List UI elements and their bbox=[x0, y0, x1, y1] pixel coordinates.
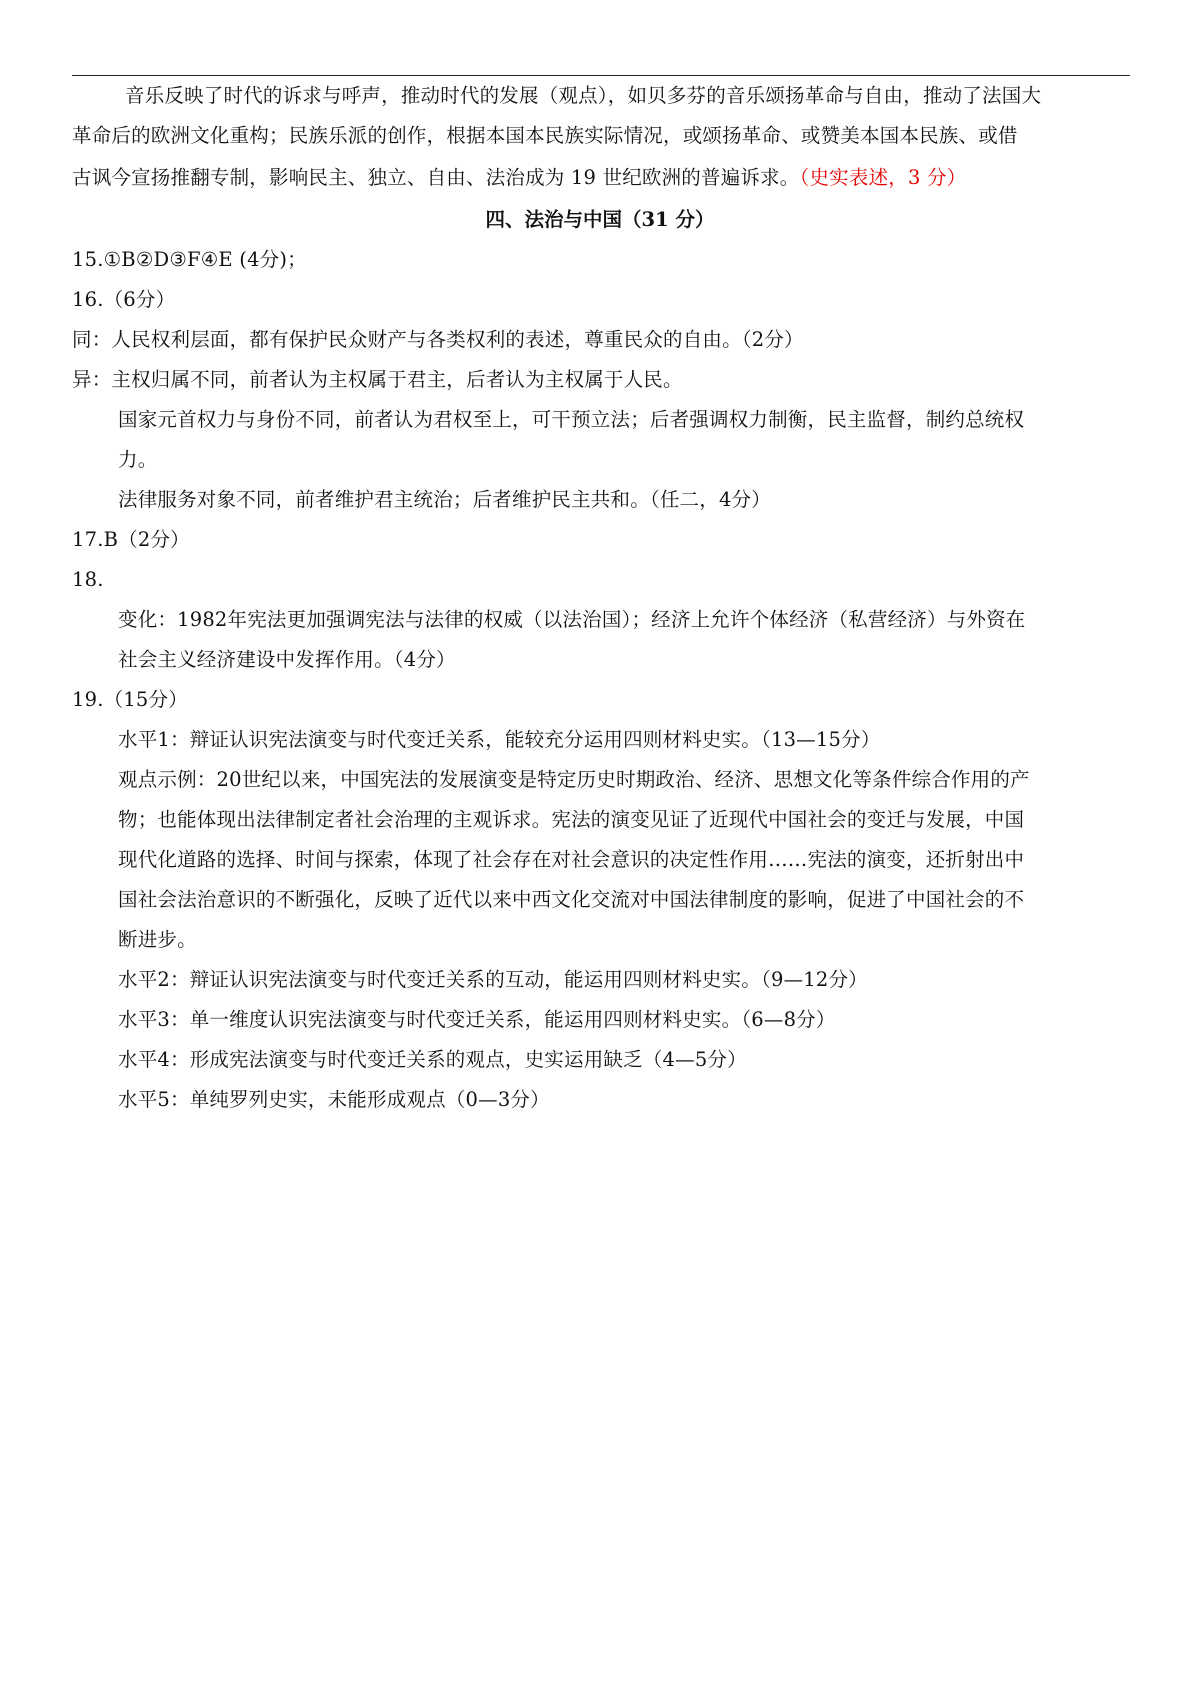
q16-diff2-line2: 力。 bbox=[118, 448, 158, 471]
q19-example-line2: 物；也能体现出法律制定者社会治理的主观诉求。宪法的演变见证了近现代中国社会的变迁与发展，中国 bbox=[118, 808, 1025, 831]
q16-diff3: 法律服务对象不同，前者维护君主统治；后者维护民主共和。（任二，4分） bbox=[118, 488, 771, 511]
q19-example-line1: 观点示例：20世纪以来，中国宪法的发展演变是特定历史时期政治、经济、思想文化等条件综合作用的产 bbox=[118, 768, 1030, 791]
q19-level2: 水平2：辩证认识宪法演变与时代变迁关系的互动，能运用四则材料史实。（9—12分） bbox=[118, 968, 868, 991]
intro-line-1: 音乐反映了时代的诉求与呼声，推动时代的发展（观点），如贝多芬的音乐颂扬革命与自由，推动了法国大 bbox=[125, 84, 1042, 107]
q19-level5: 水平5：单纯罗列史实，未能形成观点（0—3分） bbox=[118, 1088, 550, 1111]
q16-diff2-line1: 国家元首权力与身份不同，前者认为君权至上，可干预立法；后者强调权力制衡，民主监督，制约总统权 bbox=[118, 408, 1025, 431]
q18-label: 18. bbox=[72, 568, 104, 591]
intro-line-3-text: 古讽今宣扬推翻专制，影响民主、独立、自由、法治成为 19 世纪欧洲的普遍诉求。 bbox=[72, 166, 800, 189]
top-rule bbox=[72, 75, 1130, 76]
q18-line2: 社会主义经济建设中发挥作用。（4分） bbox=[118, 648, 456, 671]
q15-answer: 15.①B②D③F④E (4分)； bbox=[72, 248, 307, 271]
q19-level3: 水平3：单一维度认识宪法演变与时代变迁关系，能运用四则材料史实。（6—8分） bbox=[118, 1008, 836, 1031]
q19-example-line4: 国社会法治意识的不断强化，反映了近代以来中西文化交流对中国法律制度的影响，促进了中国社会的不 bbox=[118, 888, 1025, 911]
q17-answer: 17.B（2分） bbox=[72, 528, 190, 551]
section-title: 四、法治与中国（31 分） bbox=[485, 208, 715, 231]
intro-line-2: 革命后的欧洲文化重构；民族乐派的创作，根据本国本民族实际情况，或颂扬革命、或赞美本国本民族、或借 bbox=[72, 124, 1018, 147]
score-note: （史实表述，3 分） bbox=[799, 166, 967, 189]
intro-line-3 bbox=[72, 164, 966, 192]
q19-example-line3: 现代化道路的选择、时间与探索，体现了社会存在对社会意识的决定性作用……宪法的演变，还折射出中 bbox=[118, 848, 1025, 871]
q19-label: 19.（15分） bbox=[72, 688, 188, 711]
q19-level1: 水平1：辩证认识宪法演变与时代变迁关系，能较充分运用四则材料史实。（13—15分） bbox=[118, 728, 881, 751]
q16-same: 同：人民权利层面，都有保护民众财产与各类权利的表述，尊重民众的自由。（2分） bbox=[72, 328, 804, 351]
q16-label: 16.（6分） bbox=[72, 288, 176, 311]
q19-example-line5: 断进步。 bbox=[118, 928, 197, 951]
q18-line1: 变化：1982年宪法更加强调宪法与法律的权威（以法治国）；经济上允许个体经济（私营经济）与外资在 bbox=[118, 608, 1026, 631]
q19-level4: 水平4：形成宪法演变与时代变迁关系的观点，史实运用缺乏（4—5分） bbox=[118, 1048, 747, 1071]
q16-diff: 异：主权归属不同，前者认为主权属于君主，后者认为主权属于人民。 bbox=[72, 368, 683, 391]
